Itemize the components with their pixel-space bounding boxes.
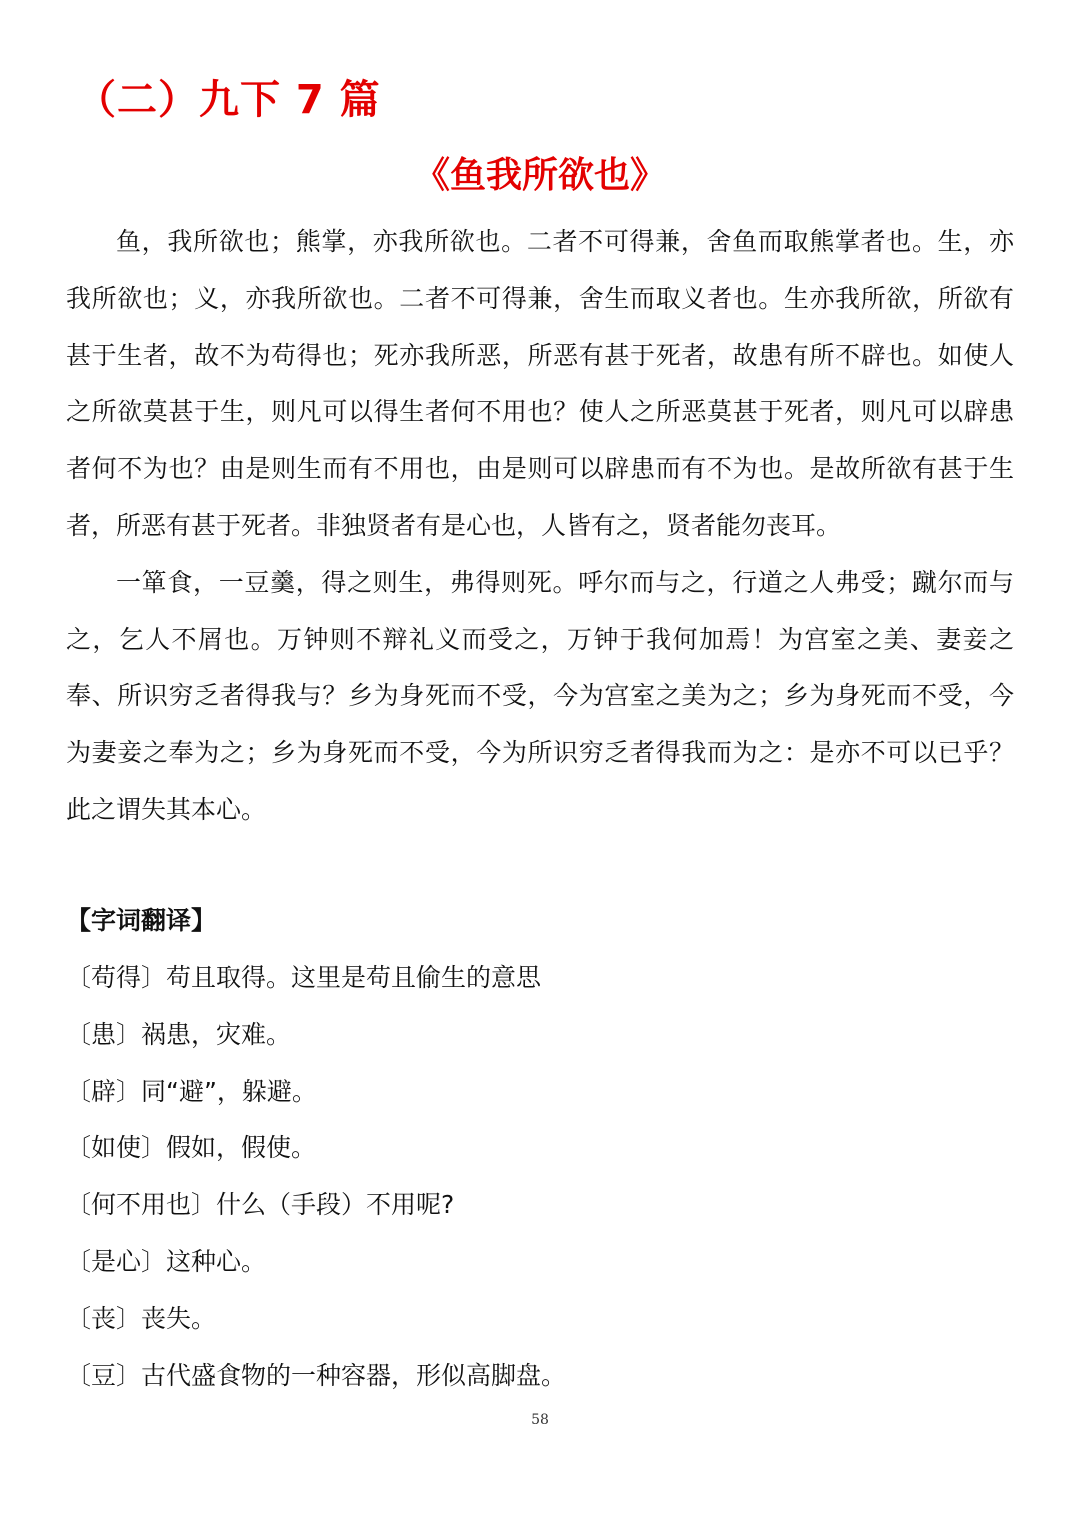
essay-title: 《鱼我所欲也》 [413,155,666,196]
essay-body [66,214,1014,839]
page-number: 58 [531,1412,549,1428]
vocab-item: 〔患〕祸患，灾难。 [66,1019,292,1049]
essay-paragraph-1: 鱼，我所欲也；熊掌，亦我所欲也。二者不可得兼，舍鱼而取熊掌者也。生，亦我所欲也；义，亦我所欲也。二者不可得兼，舍生而取义者也。生亦我所欲，所欲有甚于生者，故不为苟得也；死亦我所恶，所恶有甚于死者，故患有所不辟也。如使人之所欲莫甚于生，则凡可以得生者何不用也？使人之所恶莫甚于死者，则凡可以辟患者何不为也？由是则生而有不用也，由是则可以辟患而有不为也。是故所欲有甚于生者，所恶有甚于死者。非独贤者有是心也，人皆有之，贤者能勿丧耳。 [66,227,1014,540]
vocab-item: 〔如使〕假如，假使。 [66,1133,317,1163]
vocab-item: 〔何不用也〕什么（手段）不用呢? [66,1190,455,1220]
vocab-item: 〔苟得〕苟且取得。这里是苟且偷生的意思 [66,963,542,992]
essay-paragraph-2: 一箪食，一豆羹，得之则生，弗得则死。呼尔而与之，行道之人弗受；蹴尔而与之，乞人不屑也。万钟则不辩礼义而受之，万钟于我何加焉！为宫室之美、妻妾之奉、所识穷乏者得我与？乡为身死而不受，今为宫室之美为之；乡为身死而不受，今为妻妾之奉为之；乡为身死而不受，今为所识穷乏者得我而为之：是亦不可以已乎？此之谓失其本心。 [66,567,1014,824]
vocab-item: 〔是心〕这种心。 [66,1246,267,1276]
vocab-list [66,956,1014,1410]
vocab-item: 〔丧〕丧失。 [66,1303,217,1333]
vocab-item: 〔辟〕同“避”，躲避。 [66,1076,317,1106]
section-title: （二）九下 7 篇 [76,77,381,123]
vocab-heading: 【字词翻译】 [66,906,217,935]
vocab-item: 〔豆〕古代盛食物的一种容器，形似高脚盘。 [66,1360,567,1390]
